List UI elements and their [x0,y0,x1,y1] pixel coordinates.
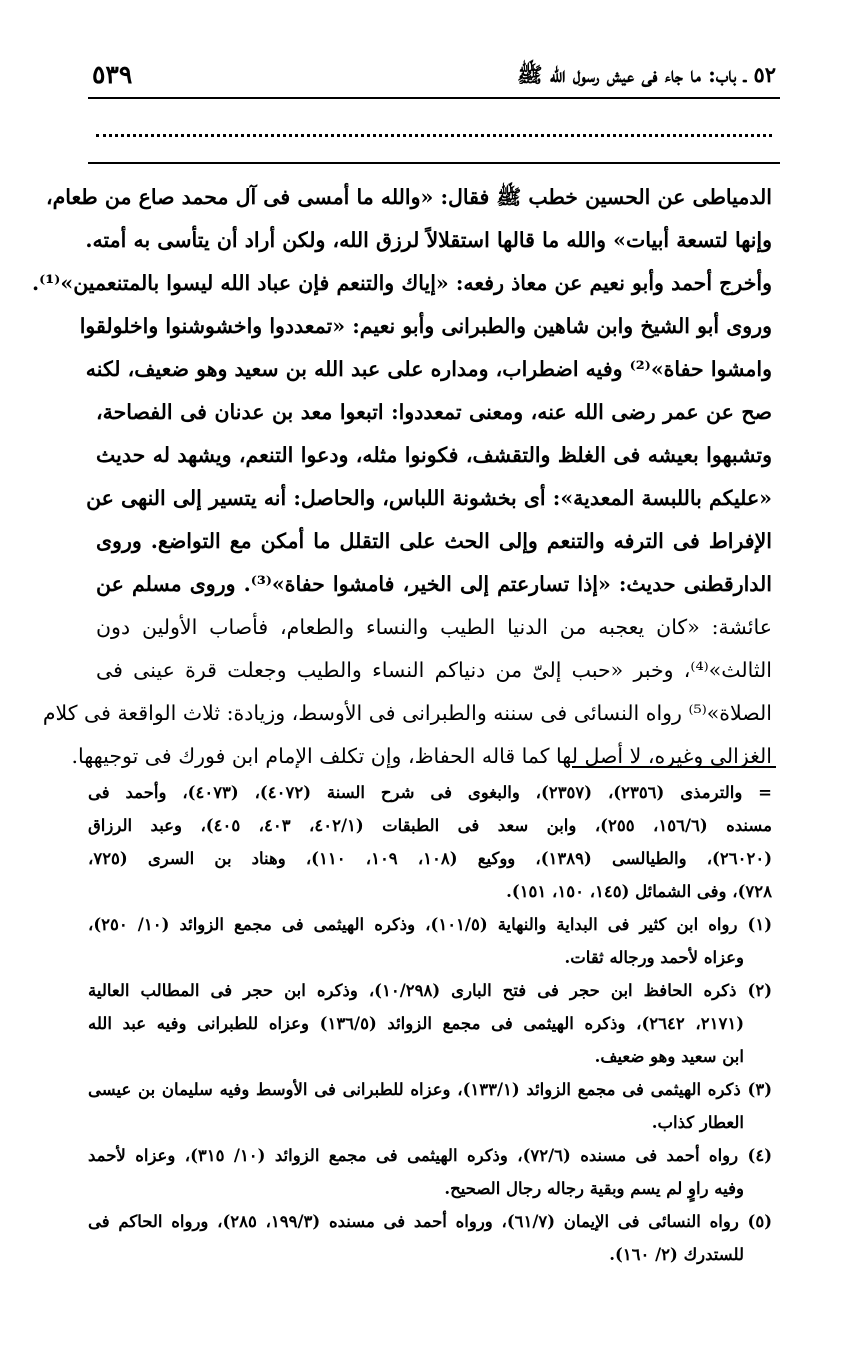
footnote-2: (٢) ذكره الحافظ ابن حجر فى فتح البارى (١٠/٢٩٨)، وذكره ابن حجر فى المطالب العالية [88,981,772,1000]
text-line: وأخرج أحمد وأبو نعيم عن معاذ رفعه: «إياك والتنعم فإن عباد الله ليسوا بالمتنعمين»⁽¹⁾. [32,271,772,295]
text-line: وامشوا حفاة»⁽²⁾ وفيه اضطراب، ومداره على عبد الله بن سعيد وهو ضعيف، لكنه [85,357,772,381]
running-title: ٥٢ ـ باب: ما جاء فى عيش رسول الله ﷺ [517,62,776,87]
footnote-line: وفيه راوٍ لم يسم وبقية رجاله رجال الصحيح. [444,1179,744,1198]
footnote-line: للستدرك (٢/ ١٦٠). [609,1245,744,1264]
dotted-separator [96,134,772,147]
header-rule [88,97,780,99]
text-line: الصلاة»⁽⁵⁾ رواه النسائى فى سننه والطبرانى فى الأوسط، وزيادة: ثلاث الواقعة فى كلام [42,701,772,725]
footnote-line: ابن سعيد وهو ضعيف. [594,1047,744,1066]
main-text [32,176,772,778]
text-line: الدارقطنى حديث: «إذا تسارعتم إلى الخير، فامشوا حفاة»⁽³⁾. وروى مسلم عن [96,572,772,596]
text-line: الثالث»⁽⁴⁾، وخبر «حبب إلىّ من دنياكم النساء والطيب وجعلت قرة عينى فى [96,658,772,682]
text-line: الإفراط فى الترفه والتنعم وإلى الحث على التقلل ما أمكن مع التواضع. وروى [96,529,772,553]
footnote-3: (٣) ذكره الهيثمى فى مجمع الزوائد (١٣٣/١)، وعزاه للطبرانى فى الأوسط وفيه سليمان بن عيسى [88,1080,772,1099]
footnote-1: (١) رواه ابن كثير فى البداية والنهاية (١٠١/٥)، وذكره الهيثمى فى مجمع الزوائد (١٠/ ٢٥٠)، [88,915,772,934]
footnote-line: وعزاه لأحمد ورجاله ثقات. [564,948,744,967]
text-line: «عليكم باللبسة المعدية»: أى بخشونة اللباس، والحاصل: أنه يتسير إلى النهى عن [86,486,772,510]
footnote-separator [572,766,776,768]
text-line: صح عن عمر رضى الله عنه، ومعنى تمعددوا: اتبعوا معد بن عدنان فى الفصاحة، [96,400,772,424]
footnote-line: (٢٦٠٢٠)، والطيالسى (١٣٨٩)، ووكيع (١٠٨، ١٠٩، ١١٠)، وهناد بن السرى (٧٢٥، [88,849,772,868]
body-top-rule [88,162,780,164]
text-line: الغزالى وغيره، لا أصل لها كما قاله الحفاظ، وإن تكلف الإمام ابن فورك فى توجيهها. [71,744,772,768]
page-number: ٥٣٩ [92,60,133,89]
footnote-5: (٥) رواه النسائى فى الإيمان (٦١/٧)، ورواه أحمد فى مسنده (١٩٩/٣، ٢٨٥)، ورواه الحاكم فى [88,1212,773,1231]
footnote-line: مسنده (١٥٦/٦، ٢٥٥)، وابن سعد فى الطبقات (٤٠٢/١، ٤٠٣، ٤٠٥)، وعبد الرزاق [88,816,772,835]
footnotes [88,776,772,1271]
text-line: وروى أبو الشيخ وابن شاهين والطبرانى وأبو نعيم: «تمعددوا واخشوشنوا واخلولقوا [79,314,772,338]
text-line: عائشة: «كان يعجبه من الدنيا الطيب والنساء والطعام، فأصاب الأولين دون [96,615,772,639]
text-line: وتشبهوا بعيشه فى الغلظ والتقشف، فكونوا مثله، ودعوا التنعم، ويشهد له حديث [96,443,772,467]
page-header [92,58,776,94]
text-line: الدمياطى عن الحسين خطب ﷺ فقال: «والله ما أمسى فى آل محمد صاع من طعام، [45,185,772,209]
footnote-line: العطار كذاب. [651,1113,744,1132]
footnote-line: = والترمذى (٢٣٥٦)، (٢٣٥٧)، والبغوى فى شرح السنة (٤٠٧٢)، (٤٠٧٣)، وأحمد فى [88,783,772,802]
footnote-line: ٧٢٨)، وفى الشمائل (١٤٥، ١٥٠، ١٥١). [506,882,772,901]
text-line: وإنها لتسعة أبيات» والله ما قالها استقلالاً لرزق الله، ولكن أراد أن يتأسى به أمته. [85,228,772,252]
footnote-4: (٤) رواه أحمد فى مسنده (٧٢/٦)، وذكره الهيثمى فى مجمع الزوائد (١٠/ ٣١٥)، وعزاه لأحمد [88,1146,772,1165]
footnote-line: (٢١٧١، ٢٦٤٢)، وذكره الهيثمى فى مجمع الزوائد (١٣٦/٥) وعزاه للطبرانى وفيه عبد الله [88,1014,744,1033]
